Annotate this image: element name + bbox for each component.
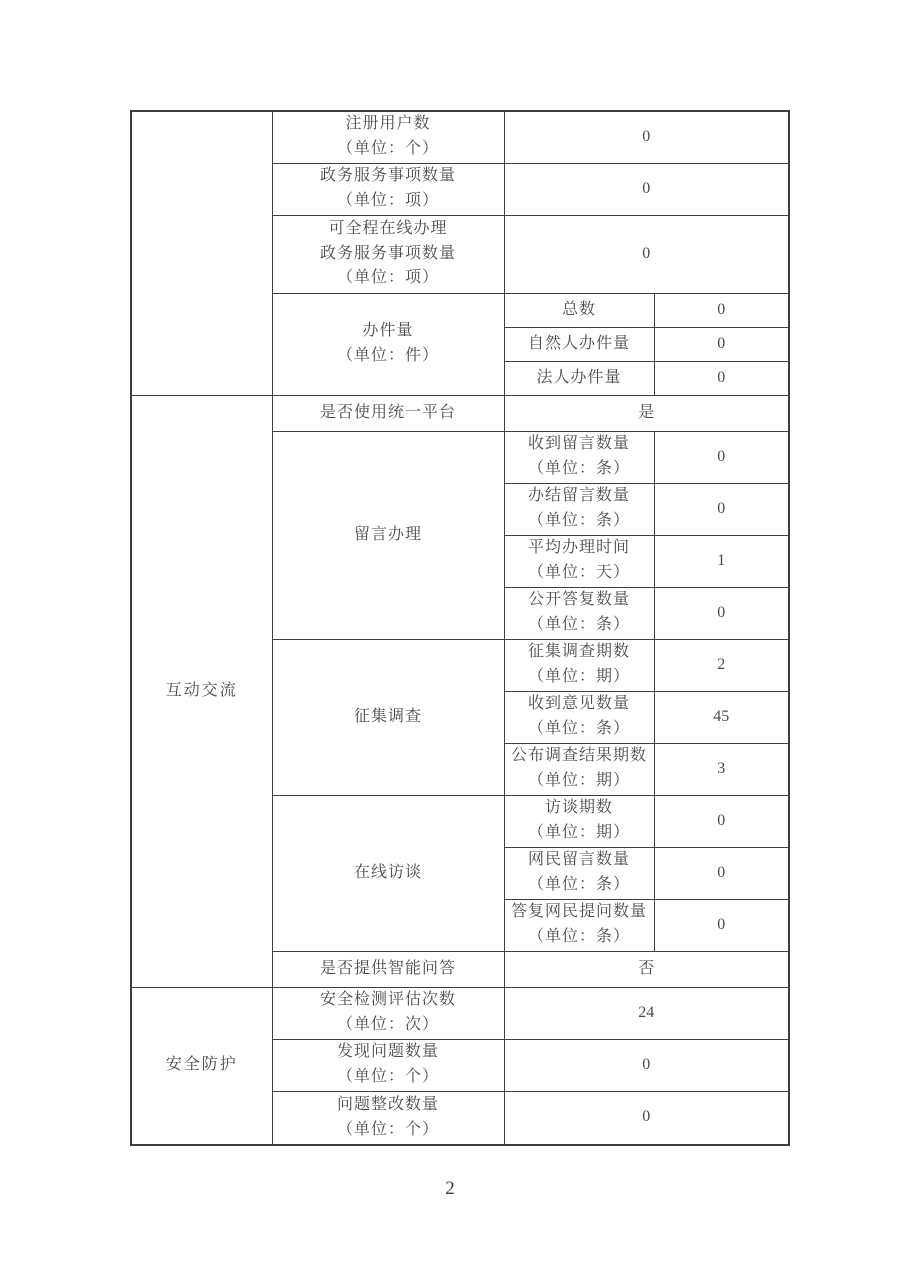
metric-value-cell: 45	[654, 691, 789, 743]
category-cell	[131, 111, 272, 395]
metric-label: 问题整改数量	[336, 1095, 439, 1113]
submetric-label-cell	[504, 743, 654, 795]
table-row	[131, 395, 789, 431]
submetric-label-cell: 法人办件量	[504, 361, 654, 395]
group-label-cell: 征集调查	[272, 639, 504, 795]
metric-value-cell: 0	[654, 361, 789, 395]
metric-label-cell	[272, 987, 504, 1039]
submetric-label-cell	[504, 795, 654, 847]
metric-label: 发现问题数量	[336, 1043, 439, 1061]
metric-unit: （单位：项）	[336, 192, 439, 209]
metric-value-cell: 0	[504, 111, 789, 163]
metric-unit: （单位：个）	[336, 140, 439, 158]
metric-label: 答复网民提问数量	[510, 903, 647, 921]
metric-label-cell	[272, 1039, 504, 1091]
submetric-label-cell	[504, 431, 654, 483]
submetric-label-cell	[504, 899, 654, 951]
metric-value-cell: 2	[654, 639, 789, 691]
group-label-cell	[272, 293, 504, 395]
metric-unit: （单位：项）	[336, 269, 439, 287]
group-label-cell: 留言办理	[272, 431, 504, 639]
metric-value-cell: 0	[504, 1091, 789, 1145]
metric-unit: （单位：条）	[527, 720, 630, 737]
metric-label: 可全程在线办理	[328, 219, 448, 237]
metric-value-cell: 1	[654, 535, 789, 587]
metric-value-cell: 0	[654, 587, 789, 639]
report-table	[130, 110, 790, 1146]
metric-value-cell: 0	[504, 215, 789, 293]
metric-label-cell	[272, 163, 504, 215]
metric-value-cell: 0	[654, 327, 789, 361]
metric-value-cell: 0	[654, 795, 789, 847]
metric-label: 收到留言数量	[527, 435, 630, 453]
metric-unit: （单位：个）	[336, 1068, 439, 1085]
metric-label-cell	[272, 215, 504, 293]
metric-value-cell: 0	[504, 163, 789, 215]
metric-value-cell: 0	[654, 899, 789, 951]
group-label-cell: 在线访谈	[272, 795, 504, 951]
metric-label-cell: 是否提供智能问答	[272, 951, 504, 987]
metric-unit: （单位：条）	[527, 928, 630, 945]
metric-value-cell: 是	[504, 395, 789, 431]
category-cell: 互动交流	[131, 395, 272, 987]
submetric-label-cell	[504, 483, 654, 535]
metric-unit: （单位：期）	[527, 668, 630, 685]
submetric-label-cell	[504, 535, 654, 587]
submetric-label-cell	[504, 639, 654, 691]
metric-label: 办结留言数量	[527, 487, 630, 505]
group-label: 办件量	[362, 322, 414, 340]
metric-label-cell	[272, 1091, 504, 1145]
submetric-label-cell: 自然人办件量	[504, 327, 654, 361]
metric-label: 政务服务事项数量	[319, 244, 456, 262]
page-number: 2	[445, 1178, 455, 1199]
metric-unit: （单位：条）	[527, 460, 630, 477]
metric-value-cell: 24	[504, 987, 789, 1039]
submetric-label-cell: 总数	[504, 293, 654, 327]
group-unit: （单位：件）	[336, 347, 439, 364]
metric-value-cell: 3	[654, 743, 789, 795]
metric-label: 收到意见数量	[527, 695, 630, 713]
metric-value-cell: 0	[654, 293, 789, 327]
category-cell: 安全防护	[131, 987, 272, 1145]
metric-unit: （单位：条）	[527, 876, 630, 893]
submetric-label-cell	[504, 691, 654, 743]
metric-label: 网民留言数量	[527, 851, 630, 869]
table-row	[131, 111, 789, 163]
table-row	[131, 987, 789, 1039]
metric-label: 征集调查期数	[527, 643, 630, 661]
metric-unit: （单位：期）	[527, 824, 630, 841]
metric-unit: （单位：期）	[527, 772, 630, 789]
metric-value-cell: 否	[504, 951, 789, 987]
metric-label: 访谈期数	[544, 799, 613, 817]
metric-label: 政务服务事项数量	[319, 167, 456, 185]
metric-label: 公布调查结果期数	[510, 747, 647, 765]
metric-unit: （单位：条）	[527, 616, 630, 633]
metric-unit: （单位：次）	[336, 1016, 439, 1033]
metric-unit: （单位：条）	[527, 512, 630, 529]
metric-label: 平均办理时间	[527, 539, 630, 557]
metric-label: 公开答复数量	[527, 591, 630, 609]
metric-label: 安全检测评估次数	[319, 991, 456, 1009]
submetric-label-cell	[504, 847, 654, 899]
metric-unit: （单位：天）	[527, 564, 630, 581]
metric-value-cell: 0	[654, 431, 789, 483]
metric-value-cell: 0	[654, 483, 789, 535]
submetric-label-cell	[504, 587, 654, 639]
metric-value-cell: 0	[504, 1039, 789, 1091]
metric-label: 注册用户数	[345, 115, 431, 133]
metric-value-cell: 0	[654, 847, 789, 899]
metric-label-cell: 是否使用统一平台	[272, 395, 504, 431]
metric-unit: （单位：个）	[336, 1120, 439, 1138]
metric-label-cell	[272, 111, 504, 163]
